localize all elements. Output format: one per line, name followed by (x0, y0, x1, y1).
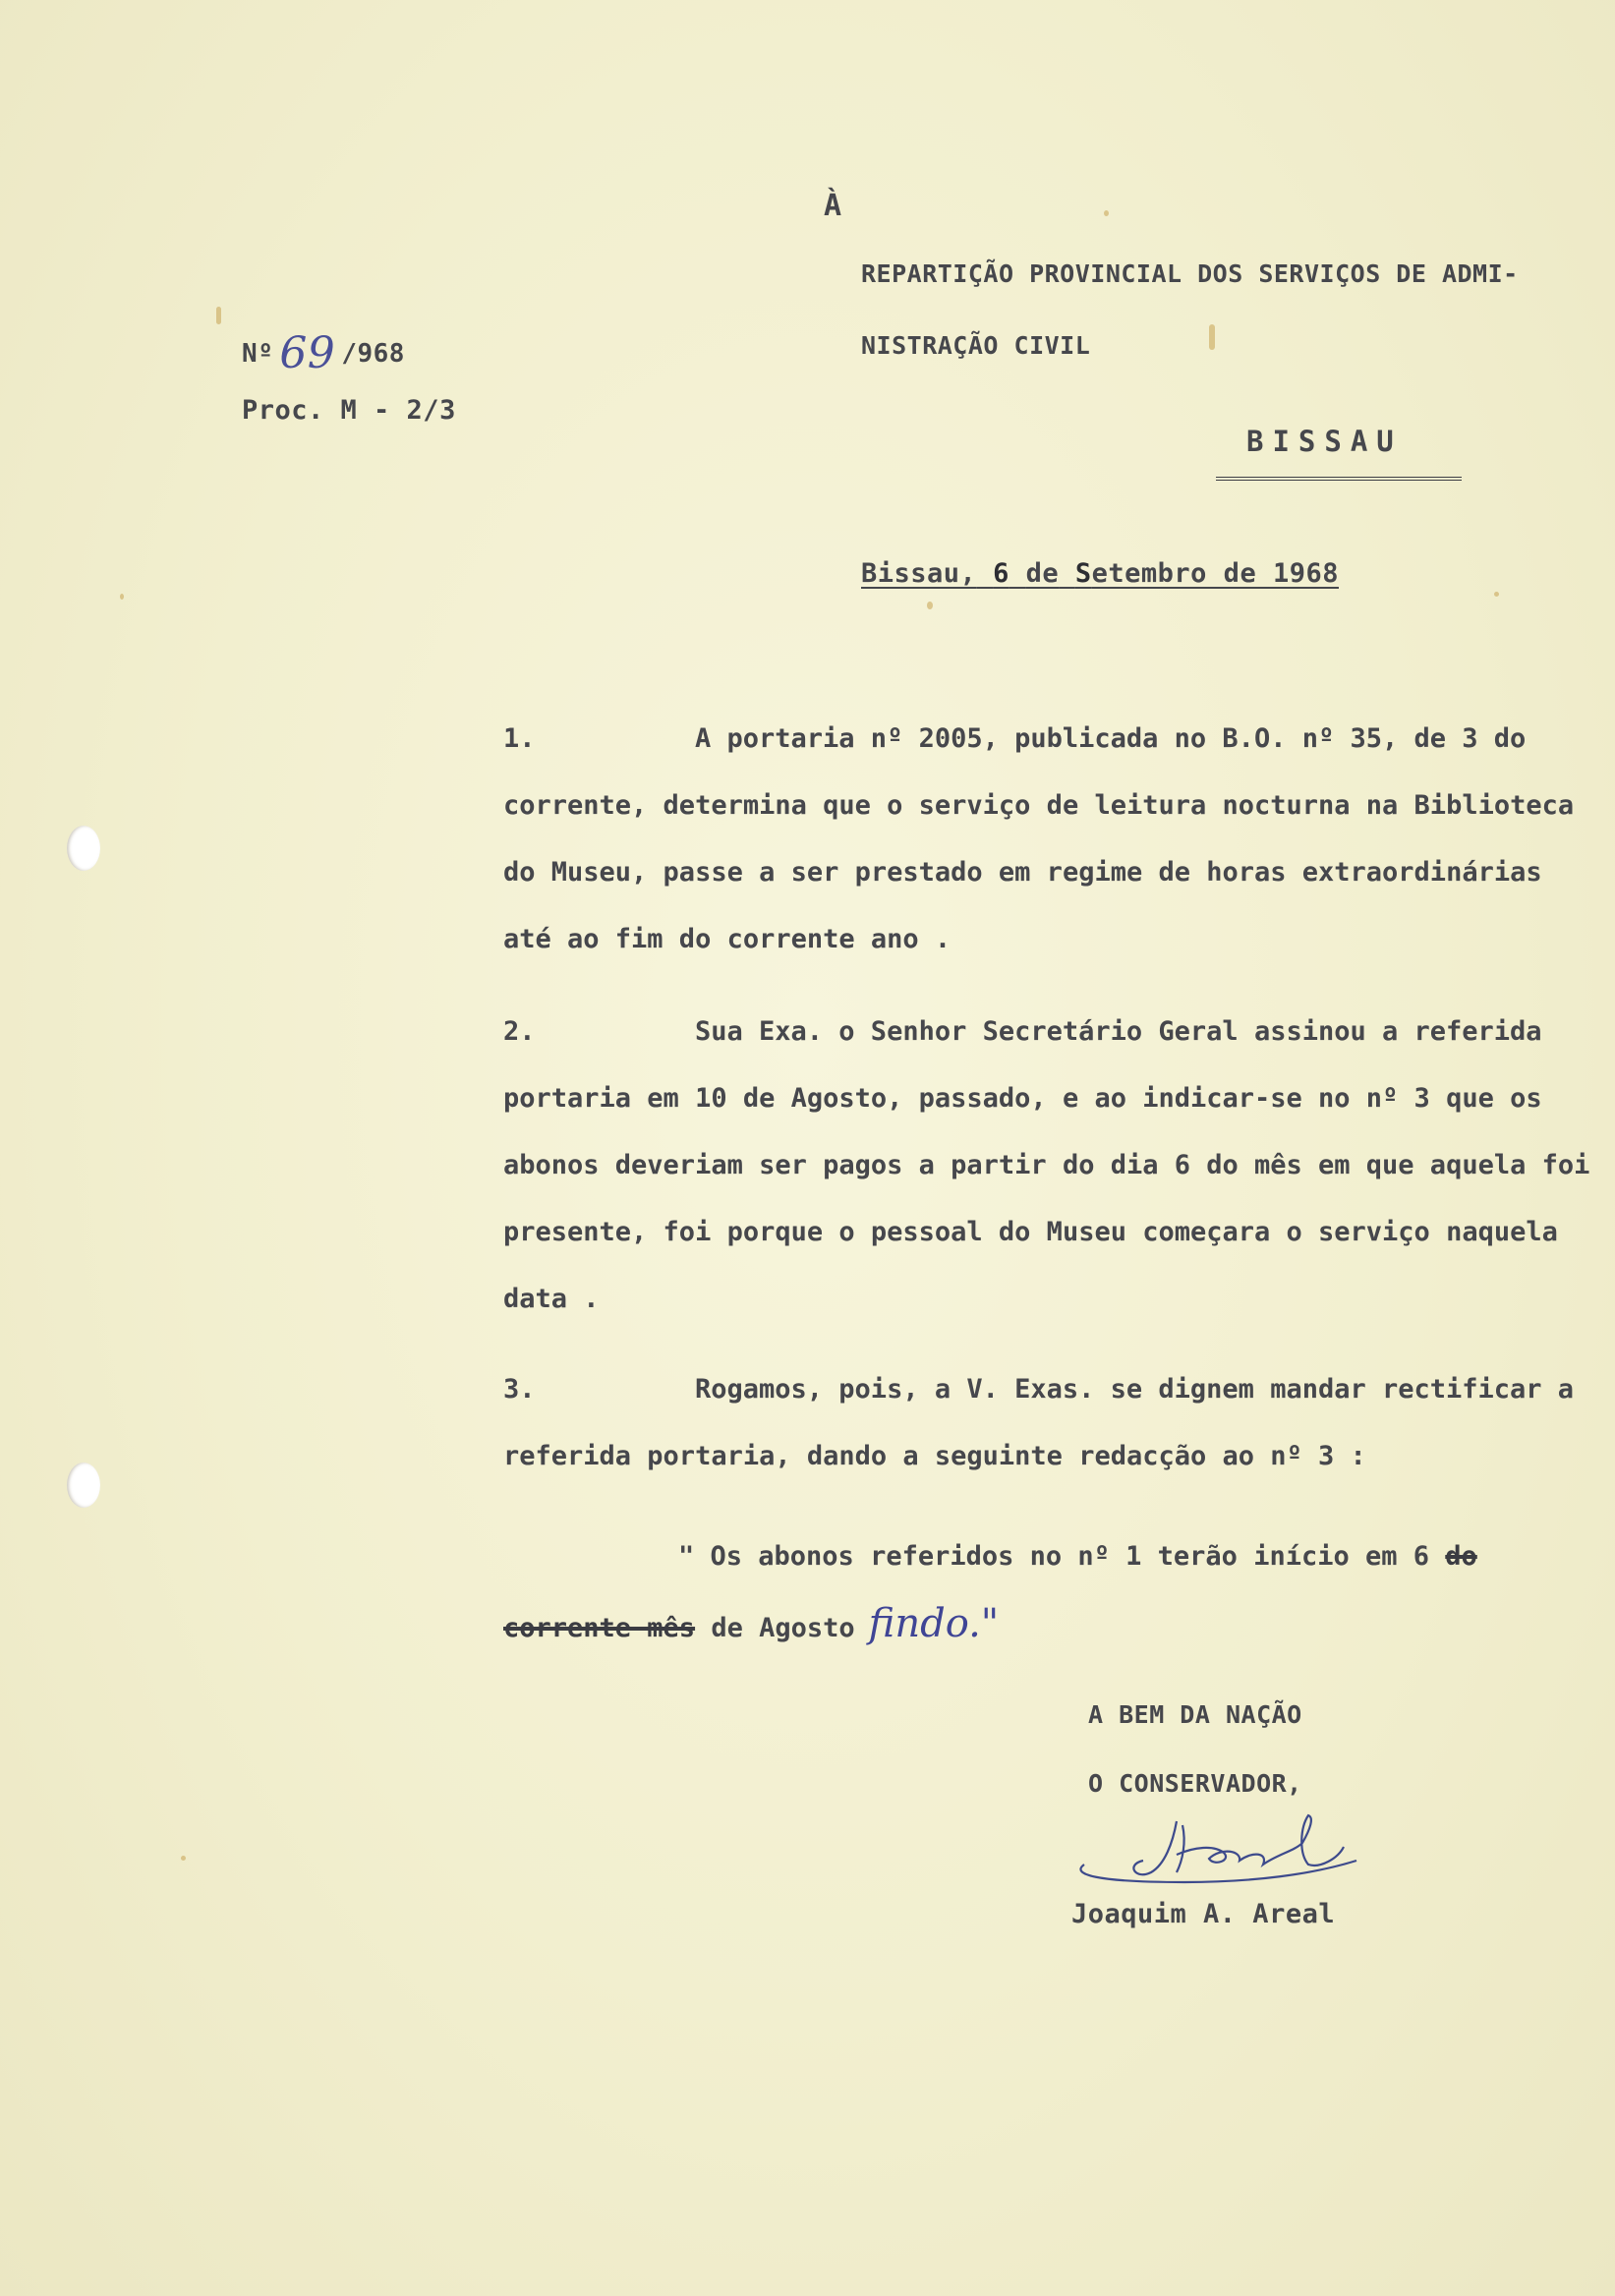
city-underline (1216, 477, 1462, 481)
closing-title: O CONSERVADOR, (1088, 1769, 1302, 1798)
quote-handwritten-insert: findo." (868, 1601, 1000, 1646)
handwritten-signature (1067, 1804, 1361, 1897)
date-middle: de (1025, 558, 1060, 589)
punch-hole (67, 826, 100, 871)
date-month-initial-handwritten: S (1074, 558, 1092, 589)
reference-number-label: Nº (242, 339, 274, 369)
process-reference: Proc. M - 2/3 (242, 395, 456, 426)
addressee-line-2: NISTRAÇÃO CIVIL (861, 331, 1091, 360)
reference-number (242, 328, 405, 378)
quoted-correction (503, 1523, 1599, 1662)
paragraph-number: 1. (503, 723, 536, 754)
paragraph-2 (503, 999, 1599, 1333)
quote-text-after: de Agosto (711, 1613, 855, 1643)
quote-struck-text: do corrente mês (503, 1541, 1477, 1643)
paragraph-1 (503, 706, 1599, 973)
reference-number-handwritten: 69 (279, 328, 336, 378)
paragraph-text: Rogamos, pois, a V. Exas. se dignem mandar rectificar a referida portaria, dando a seguinte redacção ao nº 3 : (503, 1374, 1575, 1471)
punch-hole (67, 1463, 100, 1508)
paragraph-text: Sua Exa. o Senhor Secretário Geral assinou a referida portaria em 10 de Agosto, passado, e ao indicar-se no nº 3 que os abonos deveriam ser pagos a partir do dia 6 do mês em que aquela foi presente, foi porque o pessoal do Museu começara o serviço naquela data . (503, 1016, 1590, 1314)
paragraph-number: 3. (503, 1374, 536, 1405)
addressee-city: BISSAU (1246, 425, 1403, 458)
closing-salutation: A BEM DA NAÇÃO (1088, 1700, 1302, 1729)
date-prefix: Bissau, (861, 558, 977, 589)
quote-text-before: " Os abonos referidos no nº 1 terão início em 6 (678, 1541, 1430, 1572)
paragraph-text: A portaria nº 2005, publicada no B.O. nº 35, de 3 do corrente, determina que o serviço de leitura nocturna na Biblioteca do Museu, passe a ser prestado em regime de horas extraordinárias até ao fim do corrente ano . (503, 723, 1575, 954)
paragraph-3 (503, 1356, 1599, 1490)
reference-number-year: /968 (341, 339, 405, 369)
date-rest: etembro de 1968 (1091, 558, 1339, 589)
letter-date (861, 558, 1339, 589)
addressee-line-1: REPARTIÇÃO PROVINCIAL DOS SERVIÇOS DE ADMI- (861, 259, 1519, 288)
paragraph-number: 2. (503, 1016, 536, 1047)
addressee-prefix: À (824, 189, 842, 223)
date-day-handwritten: 6 (993, 558, 1009, 589)
signer-name: Joaquim A. Areal (1071, 1899, 1336, 1929)
